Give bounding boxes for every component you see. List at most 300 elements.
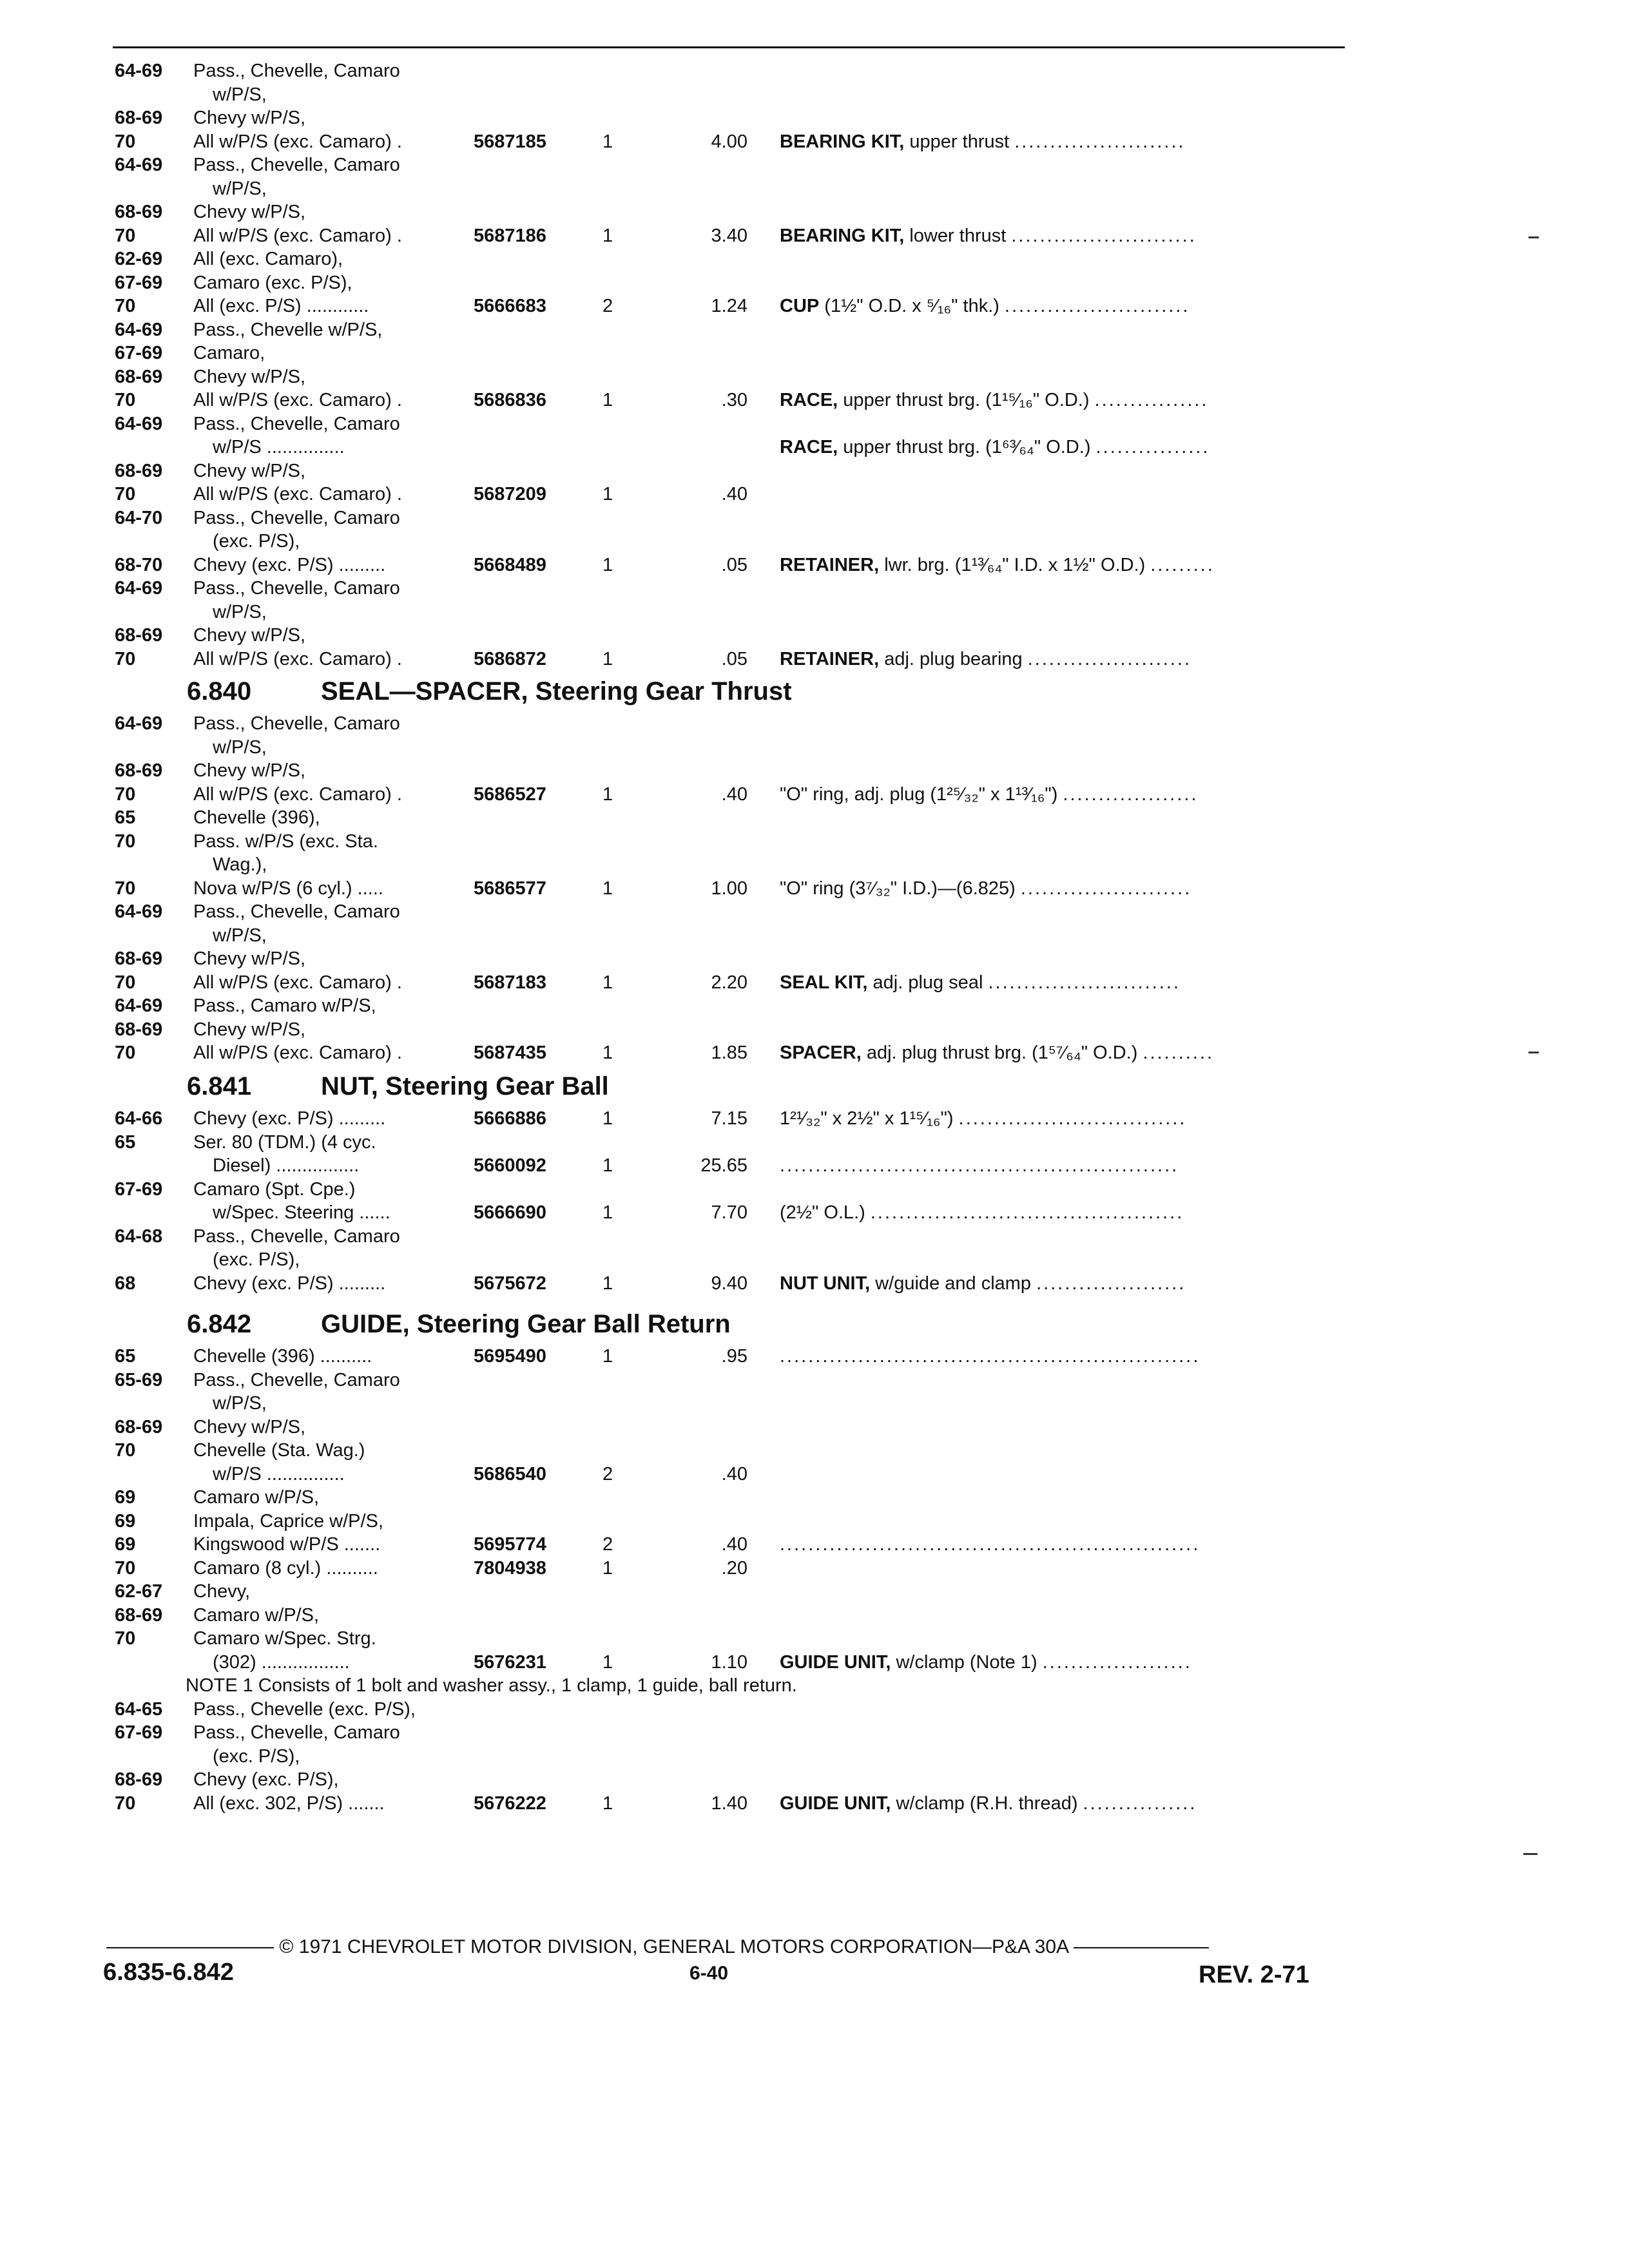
model-year: 67-69	[115, 272, 163, 293]
list-price: 9.40	[711, 1273, 747, 1294]
model-year: 70	[115, 1043, 136, 1063]
section-number: 6.842	[187, 1310, 252, 1338]
leader-dots: ..........................	[1011, 225, 1197, 246]
table-row	[0, 389, 1629, 412]
footnote: NOTE 1 Consists of 1 bolt and washer assy., 1 clamp, 1 guide, ball return.	[186, 1675, 797, 1696]
application-description: Chevy,	[193, 1581, 251, 1602]
section-heading	[187, 676, 792, 707]
part-name-bold: BEARING KIT,	[780, 225, 905, 246]
part-name-bold: SPACER,	[780, 1043, 862, 1063]
quantity: 1	[602, 390, 613, 410]
leader-dots: ................	[1083, 1792, 1197, 1814]
list-price: 1.10	[711, 1651, 747, 1673]
table-row	[0, 341, 1629, 365]
leader-dots: ................	[1095, 437, 1210, 457]
part-name	[780, 877, 1191, 900]
application-description: Chevelle (396) ..........	[193, 1346, 372, 1367]
list-price: .40	[721, 783, 747, 805]
table-row	[0, 877, 1629, 900]
table-row	[0, 1580, 1629, 1603]
part-name	[780, 971, 1181, 994]
model-year: 68-69	[115, 948, 163, 969]
model-year: 70	[115, 390, 136, 410]
table-row	[0, 853, 1629, 876]
table-row	[0, 1154, 1629, 1177]
part-number: 5666690	[474, 1202, 546, 1223]
quantity: 1	[602, 1202, 613, 1223]
leader-dots: .....................	[1042, 1651, 1192, 1673]
model-year: 70	[115, 484, 136, 505]
application-description: (exc. P/S),	[213, 531, 300, 552]
leader-dots: ...........................	[988, 972, 1181, 993]
table-row	[0, 224, 1629, 247]
application-description: Chevy w/P/S,	[193, 625, 306, 646]
model-year: 64-69	[115, 713, 163, 734]
table-row	[0, 1131, 1629, 1154]
part-description: 1²¹⁄₃₂" x 2½" x 1¹⁵⁄₁₆")	[780, 1108, 954, 1129]
part-name	[780, 1107, 1186, 1130]
table-row	[0, 177, 1629, 200]
part-name	[780, 1792, 1197, 1815]
model-year: 70	[115, 1792, 136, 1814]
part-description: (1½" O.D. x ⁵⁄₁₆" thk.)	[824, 296, 999, 316]
application-description: Chevelle (396),	[193, 807, 320, 828]
part-name-bold: NUT UNIT,	[780, 1273, 871, 1294]
application-description: w/P/S ...............	[213, 437, 345, 457]
leader-dots: .....................	[1036, 1273, 1186, 1294]
part-name-bold: RACE,	[780, 437, 838, 457]
model-year: 70	[115, 1557, 136, 1579]
table-row	[0, 1439, 1629, 1462]
application-description: All w/P/S (exc. Camaro) .	[193, 972, 402, 993]
application-description: Pass., Chevelle, Camaro	[193, 1225, 400, 1247]
table-row	[0, 601, 1629, 624]
model-year: 69	[115, 1510, 136, 1532]
table-row	[0, 506, 1629, 530]
application-description: Chevy w/P/S,	[193, 460, 306, 481]
leader-dots: ........................................................	[780, 1155, 1179, 1176]
model-year: 69	[115, 1534, 136, 1555]
application-description: Pass., Camaro w/P/S,	[193, 995, 376, 1016]
part-number: 5686577	[474, 878, 546, 899]
table-row	[0, 947, 1629, 970]
part-name	[780, 1041, 1214, 1064]
model-year: 65	[115, 1131, 136, 1153]
application-description: Pass., Chevelle, Camaro	[193, 1369, 400, 1390]
table-row	[0, 1792, 1629, 1815]
table-row	[0, 1604, 1629, 1627]
part-name-bold: RETAINER,	[780, 648, 880, 669]
table-row	[0, 1463, 1629, 1486]
application-description: Pass., Chevelle, Camaro	[193, 507, 400, 528]
model-year: 68-69	[115, 202, 163, 222]
list-price: 2.20	[711, 972, 747, 993]
leader-dots: ...........................................................	[780, 1346, 1200, 1367]
table-row	[0, 318, 1629, 341]
model-year: 68-69	[115, 1019, 163, 1040]
application-description: All (exc. Camaro),	[193, 249, 343, 269]
part-name	[780, 1272, 1186, 1295]
footer-range: 6.835-6.842	[103, 1959, 234, 1986]
quantity: 1	[602, 1557, 613, 1579]
part-name	[780, 1533, 1200, 1556]
table-row	[0, 200, 1629, 224]
model-year: 64-69	[115, 155, 163, 175]
footer-copyright: © 1971 CHEVROLET MOTOR DIVISION, GENERAL MOTORS CORPORATION—P&A 30A	[279, 1936, 1068, 1957]
quantity: 2	[602, 1534, 613, 1555]
table-row	[0, 459, 1629, 483]
application-description: Chevy (exc. P/S) .........	[193, 1108, 386, 1129]
section-number: 6.841	[187, 1072, 252, 1100]
table-row	[0, 1721, 1629, 1744]
model-year: 68-69	[115, 460, 163, 481]
table-row	[0, 153, 1629, 177]
application-description: Chevy w/P/S,	[193, 108, 306, 128]
table-row	[0, 1745, 1629, 1768]
part-number: 5687183	[474, 972, 546, 993]
section-title: GUIDE, Steering Gear Ball Return	[321, 1310, 731, 1338]
table-row	[0, 412, 1629, 436]
application-description: (302) .................	[213, 1651, 350, 1673]
model-year: 68-69	[115, 108, 163, 128]
model-year: 70	[115, 878, 136, 899]
part-number: 5686872	[474, 648, 546, 669]
section-heading	[187, 1309, 731, 1340]
table-row	[0, 106, 1629, 130]
model-year: 67-69	[115, 1722, 163, 1743]
part-name	[780, 1651, 1192, 1674]
section-heading	[187, 1071, 609, 1102]
list-price: 7.70	[711, 1202, 747, 1223]
model-year: 70	[115, 225, 136, 246]
model-year: 65-69	[115, 1369, 163, 1390]
application-description: Chevelle (Sta. Wag.)	[193, 1440, 365, 1461]
application-description: Camaro,	[193, 343, 265, 363]
quantity: 1	[602, 1108, 613, 1129]
application-description: w/P/S,	[213, 925, 267, 946]
part-number: 5676222	[474, 1792, 546, 1814]
application-description: Pass., Chevelle, Camaro	[193, 413, 400, 434]
table-row	[0, 1018, 1629, 1041]
quantity: 1	[602, 1346, 613, 1367]
table-row	[0, 994, 1629, 1017]
model-year: 67-69	[115, 343, 163, 363]
part-name	[780, 389, 1209, 412]
table-row	[0, 294, 1629, 318]
part-name-bold: RETAINER,	[780, 554, 880, 575]
model-year: 68-69	[115, 1604, 163, 1626]
list-price: 7.15	[711, 1108, 747, 1129]
leader-dots: ..........................	[1005, 296, 1190, 316]
table-row	[0, 1510, 1629, 1533]
application-description: Pass., Chevelle (exc. P/S),	[193, 1698, 416, 1720]
list-price: .95	[721, 1346, 747, 1367]
application-description: Chevy w/P/S,	[193, 948, 306, 969]
table-row	[0, 436, 1629, 459]
application-description: Pass., Chevelle, Camaro	[193, 1722, 400, 1743]
table-row	[0, 1225, 1629, 1248]
application-description: Nova w/P/S (6 cyl.) .....	[193, 878, 383, 899]
application-description: w/P/S,	[213, 601, 267, 622]
quantity: 2	[602, 1463, 613, 1485]
part-name-bold: CUP	[780, 296, 820, 316]
part-description: upper thrust	[909, 131, 1010, 152]
table-row	[0, 759, 1629, 782]
application-description: Impala, Caprice w/P/S,	[193, 1510, 383, 1532]
application-description: All (exc. 302, P/S) .......	[193, 1792, 385, 1814]
model-year: 64-69	[115, 995, 163, 1016]
table-row	[0, 83, 1629, 106]
leader-dots: ................	[1094, 390, 1209, 410]
quantity: 1	[602, 783, 613, 805]
part-description: lwr. brg. (1¹³⁄₆₄" I.D. x 1½" O.D.)	[884, 554, 1146, 575]
part-name-bold: GUIDE UNIT,	[780, 1651, 891, 1673]
model-year: 64-66	[115, 1108, 163, 1129]
application-description: Diesel) ................	[213, 1155, 360, 1176]
table-row	[0, 1533, 1629, 1556]
quantity: 1	[602, 484, 613, 505]
application-description: All w/P/S (exc. Camaro) .	[193, 648, 402, 669]
footer-rule-right	[1074, 1947, 1209, 1948]
part-description: "O" ring (3⁷⁄₃₂" I.D.)—(6.825)	[780, 878, 1016, 899]
model-year: 65	[115, 1346, 136, 1367]
part-number: 5687186	[474, 225, 546, 246]
table-row	[0, 365, 1629, 389]
part-name	[780, 1201, 1184, 1224]
part-number: 7804938	[474, 1557, 546, 1579]
application-description: Pass., Chevelle, Camaro	[193, 61, 400, 81]
application-description: Chevy (exc. P/S),	[193, 1769, 339, 1790]
part-number: 5668489	[474, 554, 546, 575]
model-year: 64-69	[115, 319, 163, 340]
table-row	[0, 1392, 1629, 1415]
footer-copyright-line	[106, 1936, 1327, 1958]
application-description: Camaro (Spt. Cpe.)	[193, 1178, 356, 1200]
table-row	[0, 1345, 1629, 1368]
part-description: upper thrust brg. (1⁶³⁄₆₄" O.D.)	[843, 437, 1091, 457]
table-row	[0, 130, 1629, 153]
application-description: Chevy (exc. P/S) .........	[193, 554, 386, 575]
table-row	[0, 1627, 1629, 1650]
part-number: 5687209	[474, 484, 546, 505]
model-year: 64-68	[115, 1225, 163, 1247]
part-name-bold: GUIDE UNIT,	[780, 1792, 891, 1814]
application-description: All w/P/S (exc. Camaro) .	[193, 484, 402, 505]
footer-rule-left	[106, 1947, 274, 1948]
application-description: Pass., Chevelle, Camaro	[193, 155, 400, 175]
table-row	[0, 1557, 1629, 1580]
part-name-bold: BEARING KIT,	[780, 131, 905, 152]
application-description: All (exc. P/S) ............	[193, 296, 369, 316]
part-name-bold: SEAL KIT,	[780, 972, 868, 993]
application-description: Chevy w/P/S,	[193, 760, 306, 781]
model-year: 70	[115, 131, 136, 152]
part-name	[780, 436, 1210, 459]
model-year: 64-69	[115, 578, 163, 599]
margin-mark	[1528, 1052, 1539, 1053]
quantity: 1	[602, 972, 613, 993]
model-year: 70	[115, 1628, 136, 1649]
table-row	[0, 1416, 1629, 1439]
quantity: 1	[602, 554, 613, 575]
model-year: 68-69	[115, 366, 163, 387]
part-description: lower thrust	[909, 225, 1007, 246]
model-year: 62-67	[115, 1581, 163, 1602]
table-row	[0, 1369, 1629, 1392]
list-price: .30	[721, 390, 747, 410]
application-description: All w/P/S (exc. Camaro) .	[193, 390, 402, 410]
part-name	[780, 648, 1191, 671]
part-name	[780, 553, 1215, 577]
application-description: Pass., Chevelle, Camaro	[193, 713, 400, 734]
leader-dots: ............................................	[870, 1202, 1184, 1223]
application-description: All w/P/S (exc. Camaro) .	[193, 225, 402, 246]
table-row	[0, 783, 1629, 806]
application-description: Chevy w/P/S,	[193, 1416, 306, 1437]
table-row	[0, 900, 1629, 923]
model-year: 70	[115, 831, 136, 852]
table-row	[0, 271, 1629, 294]
list-price: 25.65	[700, 1155, 747, 1176]
application-description: Ser. 80 (TDM.) (4 cyc.	[193, 1131, 376, 1153]
part-number: 5687435	[474, 1043, 546, 1063]
list-price: .20	[721, 1557, 747, 1579]
application-description: Chevy w/P/S,	[193, 1019, 306, 1040]
part-name	[780, 294, 1190, 318]
application-description: w/P/S,	[213, 178, 267, 199]
section-number: 6.840	[187, 677, 252, 706]
list-price: 1.24	[711, 296, 747, 316]
table-row	[0, 1768, 1629, 1791]
model-year: 70	[115, 296, 136, 316]
part-number: 5695774	[474, 1534, 546, 1555]
quantity: 1	[602, 225, 613, 246]
table-row	[0, 577, 1629, 600]
table-row	[0, 1107, 1629, 1130]
quantity: 1	[602, 1273, 613, 1294]
quantity: 1	[602, 1043, 613, 1063]
part-description: adj. plug seal	[872, 972, 983, 993]
part-number: 5666886	[474, 1108, 546, 1129]
application-description: Pass., Chevelle w/P/S,	[193, 319, 383, 340]
margin-mark	[1523, 1853, 1537, 1855]
leader-dots: ...........................................................	[780, 1534, 1200, 1555]
application-description: Kingswood w/P/S .......	[193, 1534, 381, 1555]
list-price: .05	[721, 648, 747, 669]
model-year: 68-69	[115, 625, 163, 646]
model-year: 64-69	[115, 901, 163, 922]
quantity: 1	[602, 648, 613, 669]
part-description: "O" ring, adj. plug (1²⁵⁄₃₂" x 1¹³⁄₁₆")	[780, 783, 1058, 805]
model-year: 70	[115, 648, 136, 669]
application-description: Pass. w/P/S (exc. Sta.	[193, 831, 378, 852]
footer-page-number: 6-40	[689, 1963, 729, 1984]
model-year: 70	[115, 1440, 136, 1461]
part-number: 5695490	[474, 1346, 546, 1367]
model-year: 64-69	[115, 61, 163, 81]
application-description: w/P/S ...............	[213, 1463, 345, 1485]
quantity: 1	[602, 1155, 613, 1176]
table-row	[0, 1651, 1629, 1674]
leader-dots: ...................	[1063, 783, 1199, 805]
table-row	[0, 1178, 1629, 1201]
quantity: 1	[602, 1651, 613, 1673]
part-description: w/clamp (R.H. thread)	[896, 1792, 1078, 1814]
application-description: w/Spec. Steering ......	[213, 1202, 390, 1223]
table-row	[0, 59, 1629, 82]
part-name	[780, 1154, 1179, 1177]
footer-revision: REV. 2-71	[1199, 1961, 1309, 1988]
application-description: w/P/S,	[213, 736, 267, 758]
application-description: Camaro w/Spec. Strg.	[193, 1628, 376, 1649]
application-description: (exc. P/S),	[213, 1249, 300, 1270]
leader-dots: ................................	[958, 1108, 1187, 1129]
part-name	[780, 130, 1186, 153]
part-number: 5687185	[474, 131, 546, 152]
part-description: adj. plug thrust brg. (1⁵⁷⁄₆₄" O.D.)	[866, 1043, 1138, 1063]
application-description: Wag.),	[213, 854, 267, 875]
application-description: All w/P/S (exc. Camaro) .	[193, 131, 402, 152]
part-description: upper thrust brg. (1¹⁵⁄₁₆" O.D.)	[843, 390, 1090, 410]
application-description: All w/P/S (exc. Camaro) .	[193, 783, 402, 805]
application-description: Camaro (exc. P/S),	[193, 272, 352, 293]
table-row	[0, 712, 1629, 735]
model-year: 67-69	[115, 1178, 163, 1200]
model-year: 69	[115, 1487, 136, 1508]
part-description: adj. plug bearing	[884, 648, 1023, 669]
model-year: 65	[115, 807, 136, 828]
model-year: 68-69	[115, 1416, 163, 1437]
application-description: Camaro w/P/S,	[193, 1604, 319, 1626]
leader-dots: ..........	[1142, 1043, 1215, 1063]
part-description: w/clamp (Note 1)	[896, 1651, 1037, 1673]
model-year: 70	[115, 972, 136, 993]
application-description: w/P/S,	[213, 84, 267, 105]
model-year: 64-69	[115, 413, 163, 434]
table-row	[0, 1272, 1629, 1295]
application-description: w/P/S,	[213, 1393, 267, 1414]
quantity: 1	[602, 1792, 613, 1814]
table-row	[0, 1698, 1629, 1721]
application-description: Chevy (exc. P/S) .........	[193, 1273, 386, 1294]
list-price: 4.00	[711, 131, 747, 152]
margin-mark	[1528, 236, 1539, 238]
table-row	[0, 1486, 1629, 1509]
part-number: 5666683	[474, 296, 546, 316]
leader-dots: .......................	[1027, 648, 1192, 669]
part-name-bold: RACE,	[780, 390, 838, 410]
table-row	[0, 624, 1629, 647]
table-row	[0, 830, 1629, 853]
part-name	[780, 783, 1199, 806]
application-description: All w/P/S (exc. Camaro) .	[193, 1043, 402, 1063]
model-year: 70	[115, 783, 136, 805]
model-year: 64-70	[115, 507, 163, 528]
part-name	[780, 1345, 1200, 1368]
list-price: 1.00	[711, 878, 747, 899]
list-price: .40	[721, 1463, 747, 1485]
list-price: 3.40	[711, 225, 747, 246]
list-price: 1.40	[711, 1792, 747, 1814]
table-row	[0, 247, 1629, 271]
quantity: 2	[602, 296, 613, 316]
part-number: 5686540	[474, 1463, 546, 1485]
section-title: NUT, Steering Gear Ball	[321, 1072, 609, 1100]
application-description: Chevy w/P/S,	[193, 366, 306, 387]
application-description: Camaro (8 cyl.) ..........	[193, 1557, 378, 1579]
table-row	[0, 1201, 1629, 1224]
table-row	[0, 736, 1629, 759]
